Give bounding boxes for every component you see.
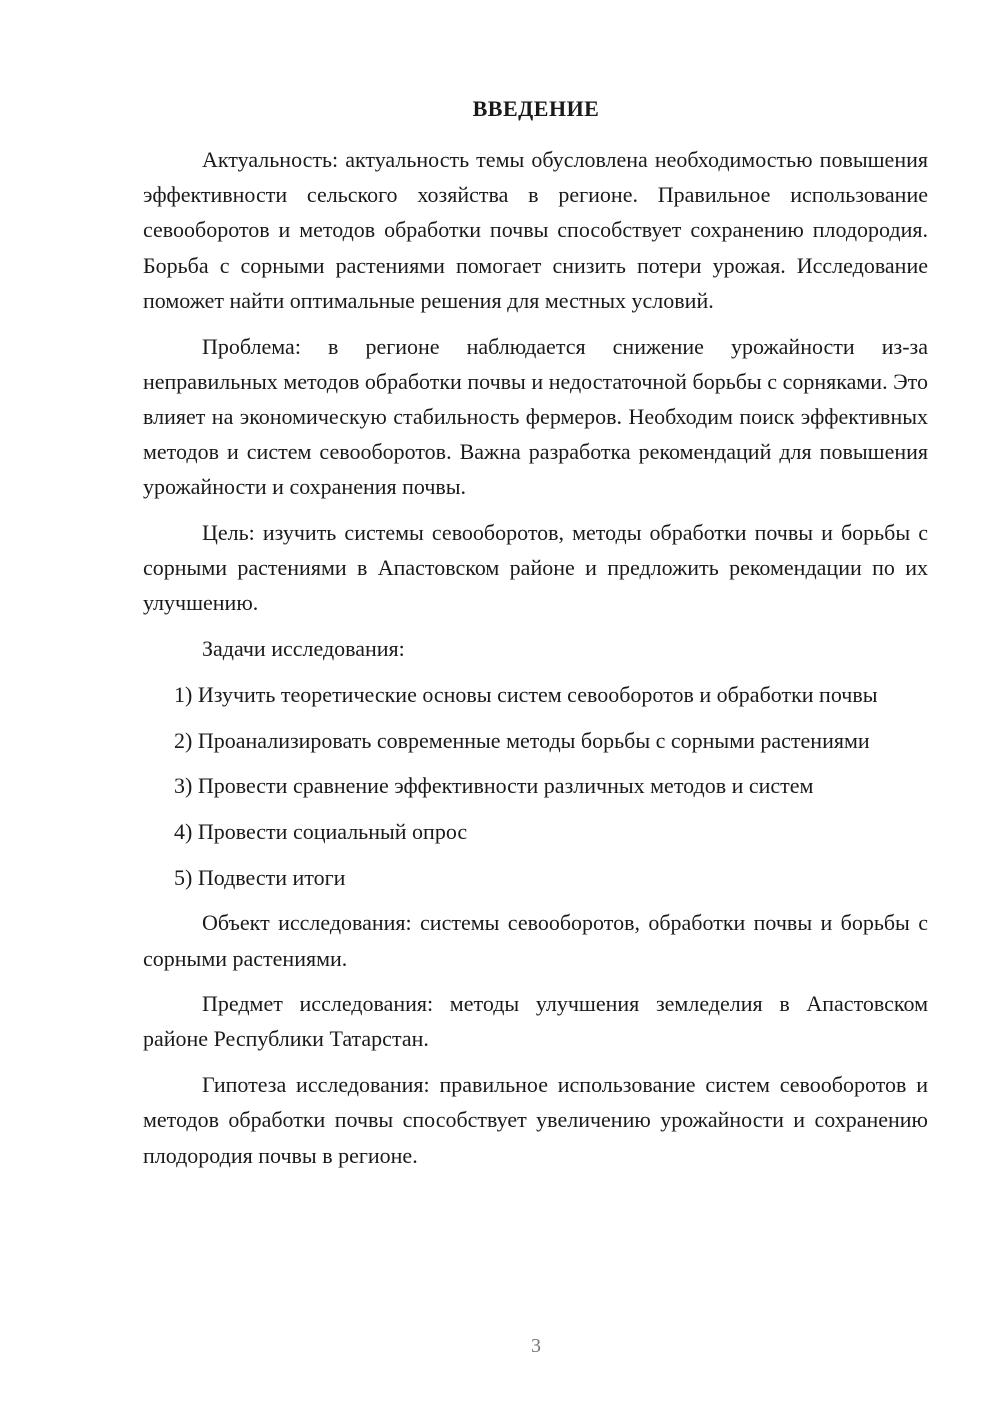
paragraph-hypothesis: Гипотеза исследования: правильное использование систем севооборотов и методов обработки почвы способствует увеличению урожайности и сохранению плодородия почвы в регионе.: [143, 1072, 928, 1168]
tasks-heading: Задачи исследования:: [202, 636, 405, 662]
paragraph-goal: Цель: изучить системы севооборотов, методы обработки почвы и борьбы с сорными растениями в Апастовском районе и предложить рекомендации по их улучшению.: [143, 520, 928, 616]
task-item-1: 1) Изучить теоретические основы систем севооборотов и обработки почвы: [174, 681, 878, 707]
paragraph-problem: Проблема: в регионе наблюдается снижение урожайности из-за неправильных методов обработки почвы и недостаточной борьбы с сорняками. Это влияет на экономическую стабильность фермеров. Необходим поиск эффективных методов и систем севооборотов. Важна разработка рекомендаций для повышения урожайности и сохранения почвы.: [143, 333, 928, 500]
task-item-5: 5) Подвести итоги: [174, 864, 346, 890]
task-item-4: 4) Провести социальный опрос: [174, 818, 468, 844]
paragraph-subject: Предмет исследования: методы улучшения земледелия в Апастовском районе Республики Татарстан.: [143, 991, 928, 1052]
document-body: [143, 142, 928, 1183]
paragraph-relevance: Актуальность: актуальность темы обусловлена необходимостью повышения эффективности сельского хозяйства в регионе. Правильное использование севооборотов и методов обработки почвы способствует сохранению плодородия. Борьба с сорными растениями помогает снизить потери урожая. Исследование поможет найти оптимальные решения для местных условий.: [143, 147, 928, 313]
paragraph-object: Объект исследования: системы севооборотов, обработки почвы и борьбы с сорными растениями.: [143, 910, 928, 971]
page-number: 3: [531, 1335, 541, 1357]
task-item-2: 2) Проанализировать современные методы борьбы с сорными растениями: [174, 727, 870, 753]
task-item-3: 3) Провести сравнение эффективности различных методов и систем: [174, 773, 814, 799]
page-title: ВВЕДЕНИЕ: [472, 96, 600, 121]
